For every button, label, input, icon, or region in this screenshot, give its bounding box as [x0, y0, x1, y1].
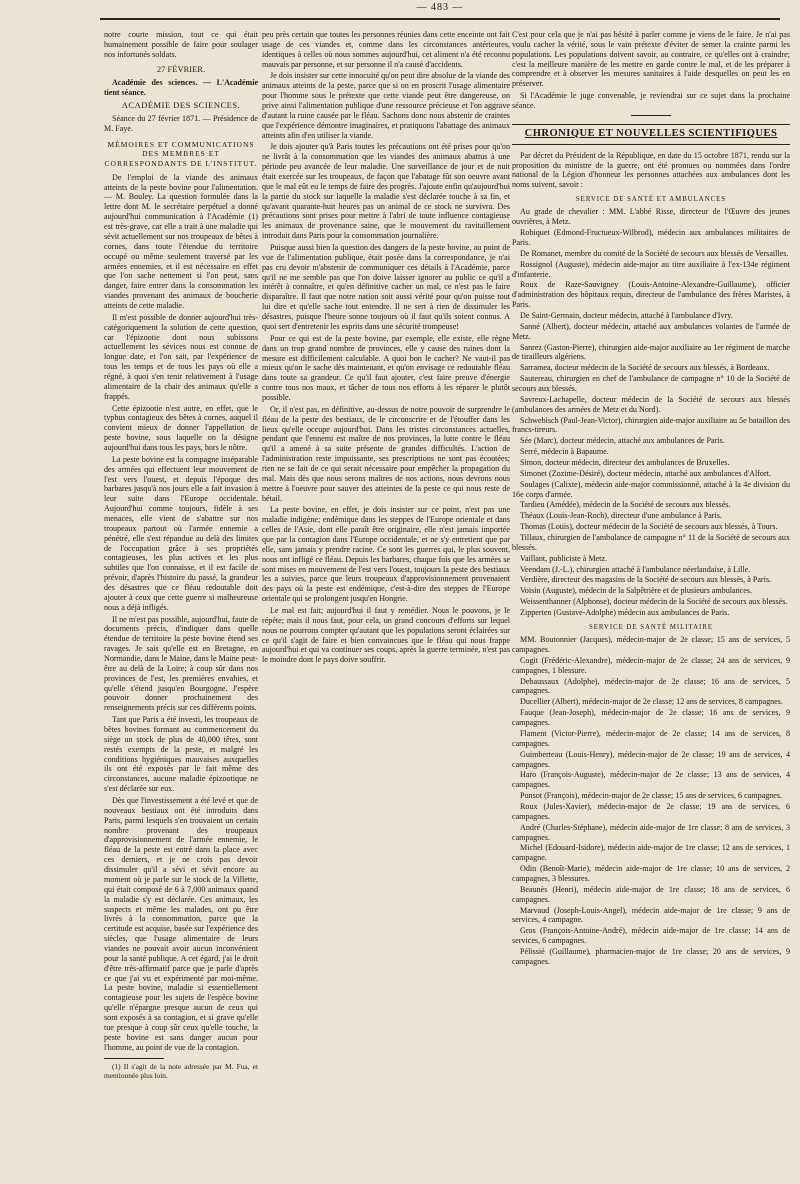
section-divider	[631, 115, 671, 116]
list-item: Beaunès (Henri), médecin aide-major de 1re classe; 18 ans de services, 6 campagnes.	[512, 884, 790, 904]
paragraph: Je dois insister sur cette innocuité qu'on peut dire absolue de la viande des animaux atteints de la peste, parce que si on en proscrit l'usage alimentaire pour l'homme sous le prétexte que cette viande peut être dangereuse, on prive ainsi l'alimentation publique d'une ressource précieuse et l'on aggrave d'autant la ruine causée par le fléau. Sachons donc nous abstenir de craintes que l'expérience démontre imaginaires, et pratiquons l'abattage des animaux atteints afin d'en utiliser la viande.	[262, 71, 510, 140]
footnote-rule	[104, 1058, 164, 1059]
paragraph: Pour ce qui est de la peste bovine, par exemple, elle existe, elle règne dans un trop grand nombre de provinces, elle y cause des ruines dont la mesure est difficilement calculable. A quoi bon le cacher? Ne vaut-il pas mieux qu'on le sache dès maintenant, et qu'on envisage ce redoutable fléau dans toute sa grandeur. Ce qu'il faut ajouter, c'est faire preuve d'énergie contre tous nos maux, et tâcher de tous nos efforts à les réparer le plutôt possible.	[262, 333, 510, 402]
paragraph: La peste bovine est la compagne inséparable des armées qui effectuent leur mouvement de l'est vers l'ouest, et depuis l'époque des barbares jusqu'à nos jours elle a fait invasion à leur suite dans l'Europe occidentale. Aujourd'hui comme toujours, fidèle à ses menaces, elle vient de s'abattre sur nos troupeaux partout où l'armée ennemie a pénétré, elle s'est répandue au delà des limites de l'occupation grâce à ses propriétés contagieuses, les plus actives et les plus subtiles que l'on connaisse, et il est facile de prévoir, d'après l'histoire du passé, la grandeur des désastres que ce fléau redoutable doit ajouter à ceux que cette guerre si malheureuse nous a déjà infligés.	[104, 454, 258, 612]
paragraph: Le mal est fait; aujourd'hui il faut y remédier. Nous le pouvons, je le répète; mais il nous faut, pour cela, un grand concours d'efforts sur lequel nous ne pourrons compter qu'autant que les populations seront éclairées sur ce qu'il s'agit de faire et bien convaincues que le fléau qui nous frappe aujourd'hui et qui va continuer ses coups, après la guerre terminée, n'est pas le moindre dont le pays doive souffrir.	[262, 605, 510, 665]
list-item: Vaillant, publiciste à Metz.	[520, 553, 607, 563]
paragraph: Cette épizootie n'est autre, en effet, que le typhus contagieux des bêtes à cornes, auquel il convient mieux de donner l'appellation de peste bovine, sous laquelle on la désigne aujourd'hui dans tous les pays, hors le nôtre.	[104, 403, 258, 452]
paragraph: De l'emploi de la viande des animaux atteints de la peste bovine pour l'alimentation. — M. Bouley. La question formulée dans la lettre dont M. le secrétaire perpétuel a donné aujourd'hui communication à l'Académie (1) est très-grave, car elle a trait à une maladie qui sévit actuellement sur nos troupeaux de bêtes à cornes, dans toute l'étendue du territoire occupé ou même seulement traversé par les armées ennemies, et il est nécessaire en effet que l'on sache nettement si l'on peut, sans danger, faire entrer dans la consommation les viandes provenant des animaux de boucherie atteints de cette maladie.	[104, 172, 258, 310]
column-2	[262, 30, 510, 1170]
honor-list-ambulances	[512, 207, 790, 618]
session-line: Séance du 27 février 1871. — Présidence de M. Faye.	[104, 113, 258, 133]
paragraph: Il m'est possible de donner aujourd'hui très-catégoriquement la solution de cette question, car l'épizootie dont nous subissons actuellement les sévices nous est connue de longue date, et l'on sait, par l'expérience de tous les temps et de tous les pays où elle a régné, à quoi s'en tenir relativement à l'usage alimentaire de la chair des animaux qu'elle a frappés.	[104, 312, 258, 401]
academy-title: ACADÉMIE DES SCIENCES.	[121, 100, 241, 111]
memoirs-heading: MÉMOIRES ET COMMUNICATIONS DES MEMBRES ET CORRESPONDANTS DE L'INSTITUT.	[104, 139, 258, 169]
list-item: Serré, médecin à Bapaume.	[520, 447, 609, 457]
list-item: Au grade de chevalier : MM. L'abbé Risse, directeur de l'Œuvre des jeunes ouvrières, à Metz.	[512, 207, 790, 227]
list-item: Cogit (Frédéric-Alexandre), médecin-major de 2e classe; 24 ans de services, 9 campagnes, 1 blessure.	[512, 655, 790, 675]
paragraph: Puisque aussi bien la question des dangers de la peste bovine, au point de vue de l'alimentation publique, était posée dans la correspondance, je n'ai pas cru devoir m'abstenir de communiquer ces détails à l'Académie, parce qu'il ne me semble pas que l'on doive laisser ignorer au public ce qu'il a intérêt à connaître, et qu'en définitive cacher un mal, ce n'est pas le faire disparaître. Il faut que notre nation soit aussi vérité pour qu'on puisse tout lui dire et qu'elle sache tout entendre. Il ne sert à rien de dissimuler les désastres, puisque l'heure sonne toujours où il faut qu'ils soient connus. A quoi sert d'entretenir les esprits dans une sécurité trompeuse!	[262, 243, 510, 331]
list-item: MM. Boutonnier (Jacques), médecin-major de 2e classe; 15 ans de services, 5 campagnes.	[512, 635, 790, 655]
list-item: Ponsot (François), médecin-major de 2e classe; 15 ans de services, 6 campagnes.	[520, 791, 783, 801]
intro-paragraph: notre courte mission, tout ce qui était humainement possible de faire pour soulager nos infortunés soldats.	[104, 30, 258, 59]
page-number: — 483 —	[416, 2, 464, 13]
list-item: Sautereau, chirurgien en chef de l'ambulance de campagne n° 10 de la Société de secours aux blessés.	[512, 374, 790, 393]
list-item: Veendam (J.-L.), chirurgien attaché à l'ambulance néerlandaise, à Lille.	[520, 564, 751, 574]
list-item: Zipperten (Gustave-Adolphe) médecin aux ambulances de Paris.	[520, 608, 730, 618]
list-item: Roux de Raze-Sauvigney (Louis-Antoine-Alexandre-Guillaume), officier d'administration des hôpitaux requis, directeur de l'ambulance des frères Maristes, à Paris.	[512, 280, 790, 310]
footnote: (1) Il s'agit de la note adressée par M. Fua, et mentionnée plus loin.	[104, 1062, 258, 1081]
list-item: Simonet (Zozime-Désiré), docteur médecin, attaché aux ambulances d'Alfort.	[520, 468, 771, 478]
list-item: Roux (Jules-Xavier), médecin-major de 2e classe; 19 ans de services, 6 campagnes.	[512, 801, 790, 821]
list-item: Sanrez (Gaston-Pierre), chirurgien aide-major auxiliaire au 1er régiment de marche de tirailleurs algériens.	[512, 342, 790, 362]
academy-line: Académie des sciences. — L'Académie tient séance.	[104, 77, 258, 97]
honor-list-military	[512, 635, 790, 967]
list-item: Voisin (Auguste), médecin de la Salpêtrière et de plusieurs ambulances.	[520, 586, 753, 596]
list-item: Michel (Edouard-Isidore), médecin aide-major de 1re classe; 12 ans de services, 1 campagne.	[512, 843, 790, 863]
list-item: Ducellier (Albert), médecin-major de 2e classe; 12 ans de services, 8 campagnes.	[520, 697, 783, 707]
list-item: Debaussaux (Adolphe), médecin-major de 2e classe; 16 ans de services, 5 campagnes.	[512, 676, 790, 696]
list-item: Simon, docteur médecin, directeur des ambulances de Bruxelles.	[520, 458, 730, 468]
paragraph: La peste bovine, en effet, je dois insister sur ce point, n'est pas une maladie indigène; endémique dans les steppes de l'Europe orientale et dans celles de l'Asie, dont elle paraît être originaire, elle n'est jamais importée que par la contagion dans l'Europe occidentale, et ne s'y entretient que par elle, sans jamais y prendre racine. Ce sont les guerres qui, le plus souvent, nous ont infligé ce fléau. Depuis les barbares, chaque fois que les armées se sont mises en mouvement de l'est vers l'ouest, toujours la peste des bestiaux les a suivies, parce que leurs troupeaux d'approvisionnement provenaient des pays où la peste est endémique, c'est-à-dire des steppes de l'Europe orientale qui se prolongent jusqu'en Hongrie.	[262, 505, 510, 604]
date-heading: 27 FÉVRIER.	[156, 63, 206, 74]
list-item: Verdière, directeur des magasins de la Société de secours aux blessés, à Paris.	[520, 575, 772, 585]
list-item: Odin (Benoît-Marie), médecin aide-major de 1re classe; 10 ans de services, 2 campagnes, 3 blessures.	[512, 864, 790, 883]
list-item: Tardieu (Amédée), médecin de la Société de secours aux blessés.	[520, 500, 731, 510]
list-item: Soulages (Calixte), médecin aide-major commissionné, attaché à la 4e division du 16e corps d'armée.	[512, 479, 790, 499]
column-1	[104, 30, 258, 1170]
header-rule	[100, 18, 780, 20]
service-heading-health: SERVICE DE SANTÉ ET AMBULANCES	[575, 196, 727, 204]
list-item: Tillaux, chirurgien de l'ambulance de campagne n° 11 de la Société de secours aux blessés.	[512, 533, 790, 552]
list-item: Sanné (Albert), docteur médecin, attaché aux ambulances volantes de l'armée de Metz.	[512, 321, 790, 341]
list-item: Thomas (Louis), docteur médecin de la Société de secours aux blessés, à Tours.	[520, 522, 778, 532]
list-item: Haro (François-Auguste), médecin-major de 2e classe; 13 ans de services, 4 campagnes.	[512, 770, 790, 790]
paragraph: Si l'Académie le juge convenable, je reviendrai sur ce sujet dans la prochaine séance.	[512, 91, 790, 111]
paragraph: Il ne m'est pas possible, aujourd'hui, faute de documents précis, d'indiquer dans quelle étendue de territoire la peste bovine étend ses ravages. Je sais qu'elle est en Bretagne, en Normandie, dans le Maine, dans le Maine peut-être au delà de la Loire; à coup sûr dans nos provinces de l'est, les premières envahies, et qu'elle s'étend jusqu'en Bourgogne. J'espère pouvoir donner prochainement des renseignements précis sur ces différents points.	[104, 614, 258, 713]
chronicle-title: CHRONIQUE ET NOUVELLES SCIENTIFIQUES	[512, 124, 790, 145]
list-item: Flament (Victor-Pierre), médecin-major de 2e classe; 14 ans de services, 8 campagnes.	[512, 728, 790, 748]
column-3	[512, 30, 790, 1170]
list-item: Weissenthanner (Alphonse), docteur médecin de la Société de secours aux blessés.	[520, 597, 788, 607]
list-item: André (Charles-Stéphane), médecin aide-major de 1re classe; 8 ans de services, 3 campagnes.	[512, 822, 790, 842]
list-item: Rossignol (Auguste), médecin aide-major au titre auxiliaire à l'ex-134e régiment d'infanterie.	[512, 259, 790, 279]
list-item: Schwebisch (Paul-Jean-Victor), chirurgien aide-major auxiliaire au 5e bataillon des francs-tireurs.	[512, 415, 790, 435]
list-item: De Romanet, membre du comité de la Société de secours aux blessés de Versailles.	[520, 248, 789, 258]
list-item: Robiquet (Edmond-Fructueux-Wilbrod), médecin aux ambulances militaires de Paris.	[512, 228, 790, 247]
list-item: Marvaud (Joseph-Louis-Angel), médecin aide-major de 1re classe; 9 ans de services, 4 campagne.	[512, 905, 790, 925]
list-item: Sée (Marc), docteur médecin, attaché aux ambulances de Paris.	[520, 436, 725, 446]
paragraph: Tant que Paris a été investi, les troupeaux de bêtes bovines formant au commencement du siège un stock de plus de 40,000 têtes, sont restés exempts de la peste, et malgré les conditions hygiéniques mauvaises auxquelles ils ont été exposés par le fait même des circonstances, aucune maladie épizootique ne s'est déclarée sur eux.	[104, 715, 258, 794]
list-item: Guimberteau (Louis-Henry), médecin-major de 2e classe; 19 ans de services, 4 campagnes.	[512, 749, 790, 769]
service-heading-military: SERVICE DE SANTÉ MILITAIRE	[588, 623, 714, 631]
list-item: De Saint-Germain, docteur médecin, attaché à l'ambulance d'Ivry.	[520, 310, 733, 320]
list-item: Pélissié (Guillaume), pharmacien-major de 1re classe; 20 ans de services, 9 campagnes.	[512, 946, 790, 966]
decree-paragraph: Par décret du Président de la République, en date du 15 octobre 1871, rendu sur la proposition du ministre de la guerre, ont été promues ou nommées dans l'ordre national de la Légion d'honneur les personnes attachées aux ambulances dont les noms suivent, savoir :	[512, 150, 790, 190]
list-item: Gros (François-Antoine-André), médecin aide-major de 1re classe; 14 ans de services, 6 campagnes.	[512, 926, 790, 946]
paragraph: Je dois ajouter qu'à Paris toutes les précautions ont été prises pour qu'on ne livrât à la consommation que les viandes des animaux abattus à une période peu avancée de leur maladie. Une surveillance de jour et de nuit était exercée sur les troupeaux, de façon que l'abatage fût son oeuvre avant que le mal eût eu le temps de faire des progrès. J'ajoute enfin qu'aujourd'hui la partie du stock sur laquelle la maladie s'est déclarée touche à sa fin, et qu'avant quarante-huit heures pas un animal de ce stock ne survivra. Des précautions sont prises pour mettre à l'abri de toute influence contagieuse les animaux de provenance saine, que le mouvement du ravitaillement introduit dans Paris pour la consommation journalière.	[262, 142, 510, 241]
list-item: Sarramea, docteur médecin de la Société de secours aux blessés, à Bordeaux.	[520, 363, 770, 373]
list-item: Théaux (Louis-Jean-Roch), directeur d'une ambulance à Paris.	[520, 511, 722, 521]
list-item: Savreux-Lachapelle, docteur médecin de la Société de secours aux blessés (ambulances des armées de Metz et du Nord).	[512, 394, 790, 414]
list-item: Fauque (Jean-Joseph), médecin-major de 2e classe; 16 ans de services, 9 campagnes.	[512, 708, 790, 728]
paragraph: C'est pour cela que je n'ai pas hésité à parler comme je viens de le faire. Je n'ai pas voulu cacher la vérité, sous le vain prétexte d'éviter de semer la crainte parmi les populations. Les populations doivent savoir, au contraire, ce qu'elles ont à craindre; c'est la meilleure manière de les mettre en garde contre le mal, et de les préparer à comprendre et à observer les mesures sanitaires à l'aide desquelles on peut les en préserver.	[512, 30, 790, 89]
paragraph: peu près certain que toutes les personnes réunies dans cette enceinte ont fait usage de ces viandes et, comme dans les circonstances antérieures, identiques à celles où nous sommes aujourd'hui, cet aliment n'a été reconnu mauvais par personne, et sur personne il n'a causé d'accidents.	[262, 30, 510, 69]
paragraph: Dès que l'investissement a été levé et que de nouveaux bestiaux ont été introduits dans Paris, parmi lesquels s'en trouvaient un certain nombre provenant des troupeaux d'approvisionnement de l'armée ennemie, le fléau de la peste est entré dans la place avec ces derniers, et je ne crois pas devoir dissimuler qu'il a sévi et sévit encore au moment où je parle sur le stock de la Villette, qui était composé de 6 à 7,000 animaux quand la maladie s'y est déclarée. Ces animaux, les suspects et même les malades, ont pu être livrés à la consommation, parce que la certitude est acquise, basée sur l'expérience des siècles, que l'usage alimentaire de leurs viandes ne pouvait avoir aucun inconvénient pour la santé publique. A cet égard, j'ai le droit d'être très-affirmatif parce que je parle d'après ce que j'ai vu et expérimenté par moi-même. La peste bovine, maladie si essentiellement contagieuse pour les sujets de l'espèce bovine qu'elle n'épargne presque aucun de ceux qui sont exposés à sa contagion, et si grave qu'elle tue presque à coup sûr ceux qu'elle touche, la peste bovine est sans danger aucun pour l'homme, au point de vue de la contagion.	[104, 796, 258, 1052]
paragraph: Or, il n'est pas, en définitive, au-dessus de notre pouvoir de surprendre le fléau de la peste des bestiaux, de le circonscrire et de l'étouffer dans les lieux qu'elle occupe aujourd'hui. Dans les tristes circonstances actuelles, pendant que l'ennemi est maître de nos provinces, la lutte contre le fléau qu'il a amené à sa suite présente de grandes difficultés. L'action de l'administration reste impuissante, ses prescriptions ne sont pas écoutées; rien ne se fait de ce qui serait nécessaire pour empêcher la propagation du mal. Mais dès que nous serons maîtres de nos actions, nous devrons nous mettre à l'oeuvre pour sauver des atteintes de la peste ce qui nous reste de bétail.	[262, 404, 510, 503]
